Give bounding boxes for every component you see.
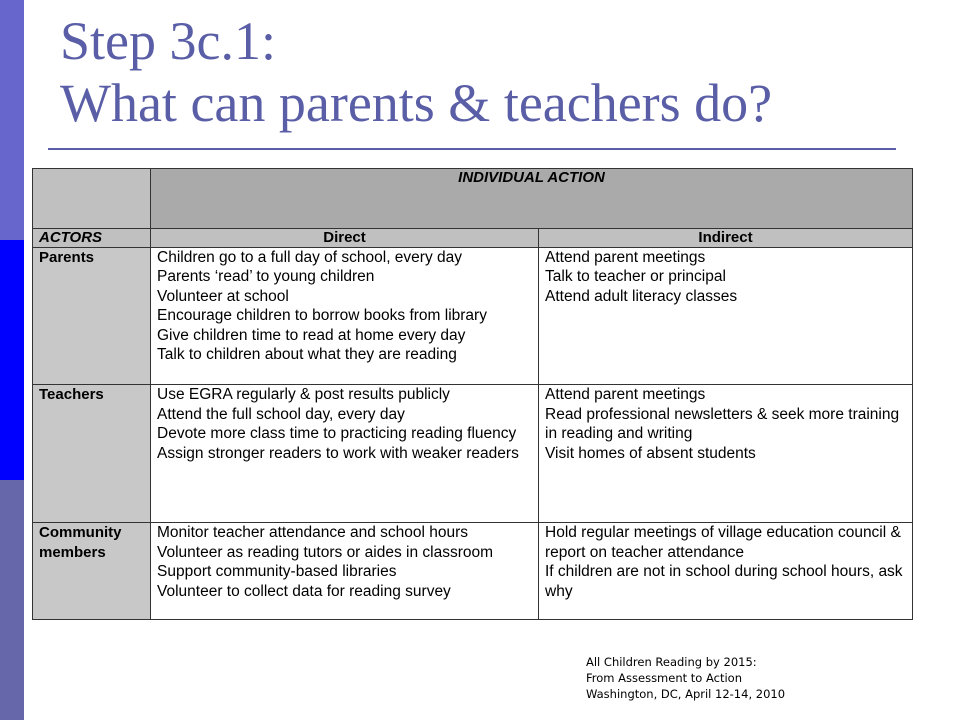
footnote-line-1: All Children Reading by 2015: <box>586 655 757 669</box>
actor-community-members: Community members <box>33 523 151 620</box>
list-item: Talk to children about what they are reading <box>157 346 457 364</box>
list-item: Parents ‘read’ to young children <box>157 268 375 286</box>
table-row <box>33 523 913 620</box>
list-item: Give children time to read at home every day <box>157 326 466 344</box>
list-item: Support community-based libraries <box>157 563 397 581</box>
table-row <box>33 247 913 385</box>
table-header-individual-action: INDIVIDUAL ACTION <box>151 169 913 229</box>
slide-title-line-2: What can parents & teachers do? <box>60 73 773 133</box>
list-item: Attend adult literacy classes <box>545 287 738 305</box>
indirect-actions-community <box>539 523 913 620</box>
list-item: Read professional newsletters & seek more training in reading and writing <box>545 405 900 443</box>
footnote-line-3: Washington, DC, April 12-14, 2010 <box>586 687 786 701</box>
column-header-actors: ACTORS <box>33 229 151 247</box>
indirect-actions-teachers <box>539 385 913 523</box>
list-item: Devote more class time to practicing reading fluency <box>157 425 517 443</box>
list-item: Assign stronger readers to work with weaker readers <box>157 444 519 462</box>
column-header-row <box>33 229 913 247</box>
side-bar-top <box>0 0 24 240</box>
list-item: Monitor teacher attendance and school hours <box>157 524 469 542</box>
list-item: Attend parent meetings <box>545 248 706 266</box>
column-header-indirect: Indirect <box>539 229 913 247</box>
side-bar-middle <box>0 240 24 480</box>
direct-actions-parents <box>151 247 539 385</box>
direct-actions-teachers <box>151 385 539 523</box>
list-item: Volunteer as reading tutors or aides in classroom <box>157 543 494 561</box>
slide-footnote <box>586 654 785 702</box>
list-item: Visit homes of absent students <box>545 444 756 462</box>
individual-action-table <box>32 168 913 620</box>
list-item: Volunteer to collect data for reading survey <box>157 582 451 600</box>
indirect-actions-parents <box>539 247 913 385</box>
list-item: If children are not in school during school hours, ask why <box>545 563 903 600</box>
list-item: Attend the full school day, every day <box>157 405 405 423</box>
actor-parents: Parents <box>33 247 151 385</box>
actor-teachers: Teachers <box>33 385 151 523</box>
footnote-line-2: From Assessment to Action <box>586 671 743 685</box>
side-bar-bottom <box>0 480 24 720</box>
column-header-direct: Direct <box>151 229 539 247</box>
list-item: Children go to a full day of school, every day <box>157 248 463 266</box>
direct-actions-community <box>151 523 539 620</box>
table-row <box>33 385 913 523</box>
slide-title-line-1: Step 3c.1: <box>60 11 276 71</box>
header-corner-cell <box>33 169 151 229</box>
list-item: Hold regular meetings of village education council & report on teacher attendance <box>545 524 901 561</box>
slide-title <box>60 10 772 134</box>
list-item: Attend parent meetings <box>545 386 706 404</box>
list-item: Talk to teacher or principal <box>545 268 726 286</box>
table-header-row <box>33 169 913 229</box>
title-divider <box>48 148 896 150</box>
list-item: Use EGRA regularly & post results publicly <box>157 386 450 404</box>
list-item: Volunteer at school <box>157 287 289 305</box>
list-item: Encourage children to borrow books from library <box>157 307 487 325</box>
